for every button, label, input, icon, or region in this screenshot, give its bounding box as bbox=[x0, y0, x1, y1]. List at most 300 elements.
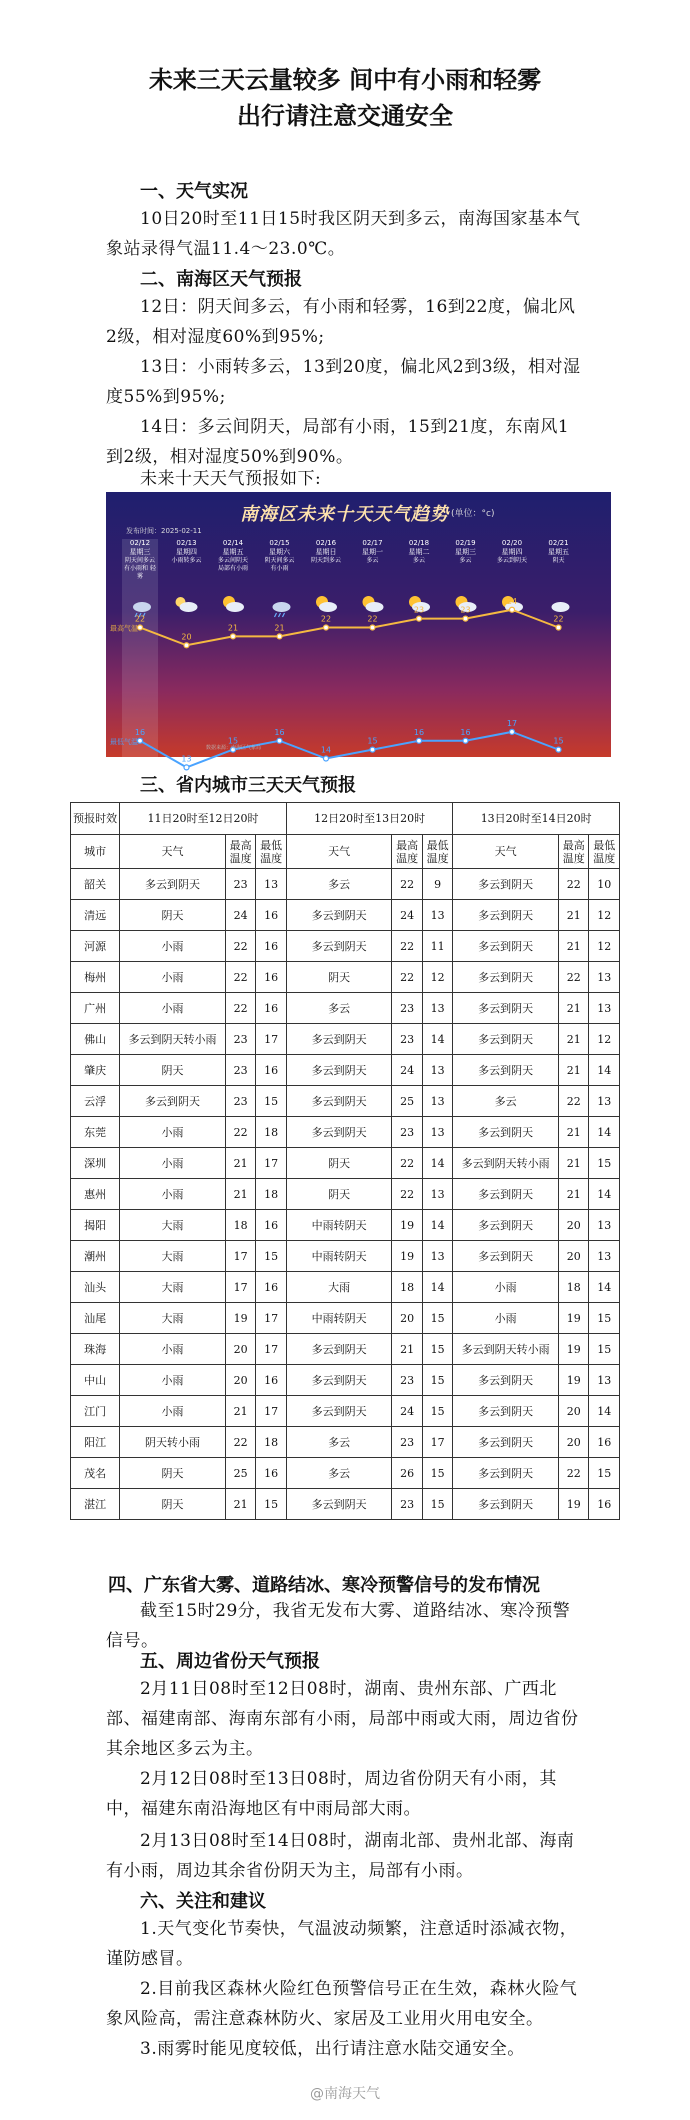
cell-tmin-3: 14 bbox=[589, 1272, 620, 1303]
table-row bbox=[71, 1489, 620, 1520]
cell-tmax-3: 21 bbox=[558, 993, 589, 1024]
cell-tmin-3: 13 bbox=[589, 1241, 620, 1272]
cell-tmin-1: 16 bbox=[256, 931, 287, 962]
cell-weather-3: 多云到阴天 bbox=[453, 1024, 559, 1055]
cell-weather-1: 大雨 bbox=[120, 1303, 226, 1334]
sun-cloud-icon bbox=[363, 596, 384, 612]
cell-tmin-1: 17 bbox=[256, 1303, 287, 1334]
cell-weather-1: 小雨 bbox=[120, 962, 226, 993]
cell-weather-2: 多云到阴天 bbox=[286, 1334, 392, 1365]
cell-tmax-1: 25 bbox=[225, 1458, 256, 1489]
cell-tmax-2: 18 bbox=[392, 1272, 423, 1303]
table-header-period-row bbox=[71, 803, 620, 835]
day-weekday: 星期五 bbox=[548, 548, 569, 556]
cell-tmax-2: 20 bbox=[392, 1303, 423, 1334]
cell-city: 汕头 bbox=[71, 1272, 120, 1303]
weibo-watermark: @南海天气 bbox=[310, 2086, 380, 2102]
cell-tmin-2: 15 bbox=[422, 1458, 453, 1489]
cell-tmax-1: 20 bbox=[225, 1334, 256, 1365]
cell-tmin-1: 16 bbox=[256, 1458, 287, 1489]
cell-tmax-2: 22 bbox=[392, 962, 423, 993]
cell-tmax-2: 22 bbox=[392, 1179, 423, 1210]
day-date: 02/18 bbox=[408, 539, 430, 547]
table-row bbox=[71, 1272, 620, 1303]
cell-weather-1: 小雨 bbox=[120, 1334, 226, 1365]
cell-tmax-1: 17 bbox=[225, 1272, 256, 1303]
warnings-paragraph: 截至15时29分，我省无发布大雾、道路结冰、寒冷预警信号。 bbox=[106, 1601, 571, 1651]
cell-tmax-2: 22 bbox=[392, 931, 423, 962]
cell-city: 广州 bbox=[71, 993, 120, 1024]
cell-tmax-2: 23 bbox=[392, 993, 423, 1024]
cell-weather-2: 多云到阴天 bbox=[286, 1086, 392, 1117]
sun-cloud-icon bbox=[223, 596, 244, 612]
cell-city: 佛山 bbox=[71, 1024, 120, 1055]
cell-tmin-2: 15 bbox=[422, 1396, 453, 1427]
cell-weather-3: 多云到阴天 bbox=[453, 1210, 559, 1241]
cell-tmin-3: 13 bbox=[589, 1210, 620, 1241]
data-label: 20 bbox=[181, 632, 192, 642]
day-weekday: 星期四 bbox=[176, 548, 197, 556]
day-weather: 多云间阴天 局部有小雨 bbox=[217, 557, 248, 572]
day-weekday: 星期六 bbox=[269, 548, 290, 556]
cell-tmax-2: 23 bbox=[392, 1024, 423, 1055]
cell-tmin-3: 13 bbox=[589, 993, 620, 1024]
day-date: 02/19 bbox=[455, 539, 476, 547]
cell-city: 湛江 bbox=[71, 1489, 120, 1520]
table-row bbox=[71, 993, 620, 1024]
cell-tmin-2: 13 bbox=[422, 1241, 453, 1272]
cell-tmax-2: 23 bbox=[392, 1427, 423, 1458]
cloud-rain-icon bbox=[273, 602, 291, 617]
infographic-unit: (单位：°c) bbox=[451, 509, 495, 519]
cell-tmax-3: 19 bbox=[558, 1303, 589, 1334]
cell-tmax-3: 19 bbox=[558, 1365, 589, 1396]
header-tmax-2: 最高温度 bbox=[392, 835, 423, 869]
header-city: 城市 bbox=[71, 835, 120, 869]
day-date: 02/12 bbox=[129, 539, 151, 547]
cell-weather-2: 多云到阴天 bbox=[286, 1365, 392, 1396]
forecast-day12: 12日：阴天间多云，有小雨和轻雾，16到22度，偏北风2级，相对湿度60%到95%; bbox=[106, 297, 576, 347]
cell-weather-3: 多云到阴天 bbox=[453, 1489, 559, 1520]
cell-tmax-1: 22 bbox=[225, 962, 256, 993]
data-point bbox=[184, 765, 189, 770]
table-row bbox=[71, 1365, 620, 1396]
data-point bbox=[138, 625, 143, 630]
cell-tmax-1: 22 bbox=[225, 1427, 256, 1458]
cell-weather-2: 阴天 bbox=[286, 1179, 392, 1210]
cell-city: 清远 bbox=[71, 900, 120, 931]
cell-tmin-3: 15 bbox=[589, 1334, 620, 1365]
cell-weather-1: 阴天转小雨 bbox=[120, 1427, 226, 1458]
data-label: 13 bbox=[181, 754, 192, 764]
cell-weather-3: 多云到阴天 bbox=[453, 1365, 559, 1396]
cell-tmin-2: 14 bbox=[422, 1148, 453, 1179]
cell-tmax-2: 21 bbox=[392, 1334, 423, 1365]
cell-tmax-3: 21 bbox=[558, 1024, 589, 1055]
cell-weather-1: 小雨 bbox=[120, 931, 226, 962]
forecast-day13: 13日：小雨转多云，13到20度，偏北风2到3级，相对湿度55%到95%; bbox=[106, 357, 581, 407]
cell-tmin-1: 18 bbox=[256, 1117, 287, 1148]
cell-tmax-2: 19 bbox=[392, 1241, 423, 1272]
table-row bbox=[71, 931, 620, 962]
cell-tmin-3: 14 bbox=[589, 1055, 620, 1086]
data-label: 22 bbox=[367, 614, 378, 624]
cell-tmax-3: 19 bbox=[558, 1489, 589, 1520]
data-label: 15 bbox=[553, 736, 564, 746]
advice-3: 3.雨雾时能见度较低，出行请注意水陆交通安全。 bbox=[140, 2039, 525, 2059]
data-point bbox=[417, 616, 422, 621]
table-row bbox=[71, 1024, 620, 1055]
data-label: 16 bbox=[413, 727, 425, 737]
cell-weather-1: 小雨 bbox=[120, 1117, 226, 1148]
cell-tmin-2: 14 bbox=[422, 1272, 453, 1303]
cell-tmax-3: 20 bbox=[558, 1427, 589, 1458]
ten-day-trend-infographic bbox=[106, 492, 611, 764]
cell-city: 梅州 bbox=[71, 962, 120, 993]
cell-tmin-3: 14 bbox=[589, 1117, 620, 1148]
cell-weather-1: 小雨 bbox=[120, 1148, 226, 1179]
cell-tmax-2: 23 bbox=[392, 1489, 423, 1520]
cell-weather-2: 多云到阴天 bbox=[286, 1024, 392, 1055]
neighbor-forecast-3: 2月13日08时至14日08时，湖南北部、贵州北部、海南有小雨，周边其余省份阴天为主，局部有小雨。 bbox=[106, 1831, 575, 1881]
data-point bbox=[370, 747, 375, 752]
cell-city: 江门 bbox=[71, 1396, 120, 1427]
day-date: 02/20 bbox=[501, 539, 523, 547]
data-point bbox=[184, 643, 189, 648]
table-row bbox=[71, 1241, 620, 1272]
table-row bbox=[71, 1303, 620, 1334]
cell-tmax-2: 24 bbox=[392, 1396, 423, 1427]
cell-tmin-2: 13 bbox=[422, 1117, 453, 1148]
cell-tmin-3: 13 bbox=[589, 962, 620, 993]
cell-tmin-1: 16 bbox=[256, 1272, 287, 1303]
cell-weather-1: 小雨 bbox=[120, 1365, 226, 1396]
cell-weather-2: 多云到阴天 bbox=[286, 1117, 392, 1148]
data-label: 22 bbox=[134, 614, 146, 624]
cell-tmin-2: 15 bbox=[422, 1303, 453, 1334]
day-weekday: 星期一 bbox=[362, 548, 383, 556]
section-heading-district-forecast: 二、南海区天气预报 bbox=[140, 269, 302, 290]
data-point bbox=[277, 738, 282, 743]
cell-weather-3: 多云到阴天 bbox=[453, 931, 559, 962]
cell-tmax-3: 20 bbox=[558, 1210, 589, 1241]
moon-cloud-icon bbox=[176, 597, 198, 612]
cell-tmax-3: 21 bbox=[558, 1179, 589, 1210]
cell-weather-3: 多云到阴天 bbox=[453, 1179, 559, 1210]
table-row bbox=[71, 1179, 620, 1210]
day-weather: 多云到阴天 bbox=[496, 557, 527, 564]
data-label: 21 bbox=[274, 623, 285, 633]
cell-tmin-3: 15 bbox=[589, 1303, 620, 1334]
cell-tmin-3: 12 bbox=[589, 931, 620, 962]
header-period-2: 12日20时至13日20时 bbox=[286, 803, 453, 835]
header-tmin-1: 最低温度 bbox=[256, 835, 287, 869]
cell-tmax-1: 23 bbox=[225, 1024, 256, 1055]
cell-weather-1: 阴天 bbox=[120, 1458, 226, 1489]
cell-tmin-1: 16 bbox=[256, 900, 287, 931]
cell-tmax-2: 22 bbox=[392, 869, 423, 900]
cell-tmin-2: 13 bbox=[422, 1179, 453, 1210]
cell-weather-2: 多云到阴天 bbox=[286, 1396, 392, 1427]
cell-tmax-2: 24 bbox=[392, 1055, 423, 1086]
cell-tmax-3: 21 bbox=[558, 1055, 589, 1086]
cell-tmax-3: 21 bbox=[558, 900, 589, 931]
data-point bbox=[417, 738, 422, 743]
cell-weather-2: 中雨转阴天 bbox=[286, 1210, 392, 1241]
data-point bbox=[324, 756, 329, 761]
cell-weather-3: 多云到阴天 bbox=[453, 1396, 559, 1427]
cell-tmin-1: 16 bbox=[256, 1055, 287, 1086]
cell-tmin-3: 15 bbox=[589, 1148, 620, 1179]
data-label: 15 bbox=[367, 736, 378, 746]
data-point bbox=[231, 634, 236, 639]
cell-tmin-2: 14 bbox=[422, 1210, 453, 1241]
cell-tmax-3: 22 bbox=[558, 1458, 589, 1489]
day-weather: 阴天间多云 有小雨和 轻雾 bbox=[124, 557, 156, 580]
cell-tmin-1: 15 bbox=[256, 1241, 287, 1272]
cell-tmax-1: 21 bbox=[225, 1179, 256, 1210]
table-row bbox=[71, 1334, 620, 1365]
cell-weather-3: 多云到阴天 bbox=[453, 1458, 559, 1489]
cell-weather-1: 多云到阴天转小雨 bbox=[120, 1024, 226, 1055]
data-point bbox=[277, 634, 282, 639]
cell-weather-3: 多云到阴天 bbox=[453, 869, 559, 900]
cell-tmax-3: 18 bbox=[558, 1272, 589, 1303]
day-weekday: 星期三 bbox=[455, 548, 476, 556]
series-label: 最高气温 bbox=[110, 624, 138, 633]
cell-tmin-3: 15 bbox=[589, 1458, 620, 1489]
cell-tmin-2: 13 bbox=[422, 1055, 453, 1086]
data-label: 21 bbox=[227, 623, 239, 633]
cell-weather-2: 阴天 bbox=[286, 1148, 392, 1179]
table-row bbox=[71, 869, 620, 900]
cell-tmin-2: 13 bbox=[422, 900, 453, 931]
cell-weather-3: 多云 bbox=[453, 1086, 559, 1117]
observation-paragraph: 10日20时至11日15时我区阴天到多云，南海国家基本气象站录得气温11.4～23.0℃。 bbox=[106, 209, 581, 259]
title-line-2: 出行请注意交通安全 bbox=[237, 101, 453, 130]
cell-city: 中山 bbox=[71, 1365, 120, 1396]
cell-tmin-3: 13 bbox=[589, 1086, 620, 1117]
cell-tmax-3: 21 bbox=[558, 1117, 589, 1148]
cell-tmax-2: 22 bbox=[392, 1148, 423, 1179]
cell-tmax-2: 26 bbox=[392, 1458, 423, 1489]
cell-tmin-1: 17 bbox=[256, 1396, 287, 1427]
cell-tmin-2: 15 bbox=[422, 1489, 453, 1520]
cell-weather-3: 多云到阴天 bbox=[453, 900, 559, 931]
cell-weather-2: 多云到阴天 bbox=[286, 1489, 392, 1520]
day-weather: 多云 bbox=[366, 557, 379, 564]
header-tmin-3: 最低温度 bbox=[589, 835, 620, 869]
forecast-day14: 14日：多云间阴天，局部有小雨，15到21度，东南风1到2级，相对湿度50%到90%。 bbox=[106, 417, 570, 467]
infographic-title: 南海区未来十天天气趋势 bbox=[240, 504, 449, 525]
cell-tmin-2: 13 bbox=[422, 1086, 453, 1117]
cell-tmin-2: 15 bbox=[422, 1334, 453, 1365]
data-label: 22 bbox=[553, 614, 564, 624]
cell-city: 深圳 bbox=[71, 1148, 120, 1179]
cell-tmax-3: 22 bbox=[558, 962, 589, 993]
header-tmin-2: 最低温度 bbox=[422, 835, 453, 869]
cell-city: 潮州 bbox=[71, 1241, 120, 1272]
cell-city: 河源 bbox=[71, 931, 120, 962]
series-label: 最低气温 bbox=[110, 737, 138, 746]
cell-weather-1: 大雨 bbox=[120, 1210, 226, 1241]
cell-weather-1: 阴天 bbox=[120, 900, 226, 931]
cell-tmax-2: 19 bbox=[392, 1210, 423, 1241]
cell-weather-2: 多云 bbox=[286, 869, 392, 900]
cell-weather-1: 小雨 bbox=[120, 993, 226, 1024]
title-line-1: 未来三天云量较多 间中有小雨和轻雾 bbox=[148, 65, 542, 94]
data-label: 16 bbox=[274, 727, 285, 737]
day-weather: 多云 bbox=[459, 557, 472, 564]
cell-tmax-1: 24 bbox=[225, 900, 256, 931]
header-tmax-1: 最高温度 bbox=[225, 835, 256, 869]
data-point bbox=[463, 616, 468, 621]
series-line-low bbox=[140, 732, 559, 768]
data-label: 24 bbox=[506, 596, 518, 606]
cell-tmax-3: 22 bbox=[558, 1086, 589, 1117]
data-label: 16 bbox=[134, 727, 146, 737]
cell-tmax-3: 19 bbox=[558, 1334, 589, 1365]
cell-tmin-3: 10 bbox=[589, 869, 620, 900]
day-weekday: 星期二 bbox=[408, 548, 430, 556]
data-label: 14 bbox=[320, 745, 332, 755]
cell-tmax-3: 21 bbox=[558, 1148, 589, 1179]
data-point bbox=[556, 747, 561, 752]
table-row bbox=[71, 1427, 620, 1458]
cell-tmin-1: 16 bbox=[256, 1365, 287, 1396]
data-label: 23 bbox=[413, 605, 425, 615]
data-point bbox=[324, 625, 329, 630]
document-title bbox=[0, 62, 690, 134]
cell-weather-1: 多云到阴天 bbox=[120, 869, 226, 900]
cell-weather-1: 大雨 bbox=[120, 1241, 226, 1272]
cell-weather-3: 多云到阴天 bbox=[453, 1427, 559, 1458]
section-heading-warnings: 四、广东省大雾、道路结冰、寒冷预警信号的发布情况 bbox=[108, 1575, 540, 1596]
cell-city: 肇庆 bbox=[71, 1055, 120, 1086]
cell-weather-1: 小雨 bbox=[120, 1179, 226, 1210]
day-date: 02/15 bbox=[269, 539, 290, 547]
day-weather: 阴天间多云 有小雨 bbox=[264, 557, 295, 572]
cell-tmin-1: 18 bbox=[256, 1427, 287, 1458]
day-weather: 阴天到多云 bbox=[310, 557, 341, 564]
table-row bbox=[71, 1086, 620, 1117]
cell-tmax-2: 23 bbox=[392, 1365, 423, 1396]
cell-weather-1: 阴天 bbox=[120, 1489, 226, 1520]
cell-tmin-3: 12 bbox=[589, 1024, 620, 1055]
table-header-column-row bbox=[71, 835, 620, 869]
table-row bbox=[71, 1117, 620, 1148]
cell-tmax-1: 22 bbox=[225, 1117, 256, 1148]
cell-city: 揭阳 bbox=[71, 1210, 120, 1241]
cell-tmax-1: 21 bbox=[225, 1396, 256, 1427]
data-point bbox=[510, 607, 515, 612]
header-weather-1: 天气 bbox=[120, 835, 226, 869]
table-row bbox=[71, 1396, 620, 1427]
cell-weather-2: 多云 bbox=[286, 1458, 392, 1489]
cell-weather-1: 多云到阴天 bbox=[120, 1086, 226, 1117]
trend-chart bbox=[106, 492, 611, 764]
cell-tmin-3: 16 bbox=[589, 1427, 620, 1458]
neighbor-forecast-2: 2月12日08时至13日08时，周边省份阴天有小雨，其中，福建东南沿海地区有中雨局部大雨。 bbox=[106, 1769, 557, 1819]
section-heading-observation: 一、天气实况 bbox=[140, 181, 248, 202]
data-label: 16 bbox=[460, 727, 471, 737]
day-date: 02/13 bbox=[176, 539, 197, 547]
cell-tmax-1: 23 bbox=[225, 1086, 256, 1117]
day-weekday: 星期五 bbox=[222, 548, 244, 556]
header-period-label: 预报时效 bbox=[71, 803, 120, 835]
cell-weather-2: 中雨转阴天 bbox=[286, 1303, 392, 1334]
cell-tmin-2: 9 bbox=[422, 869, 453, 900]
cell-tmin-1: 16 bbox=[256, 1210, 287, 1241]
data-point bbox=[138, 738, 143, 743]
cell-tmin-1: 16 bbox=[256, 993, 287, 1024]
cell-tmin-1: 13 bbox=[256, 869, 287, 900]
header-weather-2: 天气 bbox=[286, 835, 392, 869]
cell-tmin-2: 17 bbox=[422, 1427, 453, 1458]
infographic-issued-date: 发布时间：2025-02-11 bbox=[126, 527, 202, 535]
header-tmax-3: 最高温度 bbox=[558, 835, 589, 869]
neighbor-forecast-1: 2月11日08时至12日08时，湖南、贵州东部、广西北部、福建南部、海南东部有小雨，局部中雨或大雨，周边省份其余地区多云为主。 bbox=[106, 1679, 579, 1759]
cell-tmin-1: 17 bbox=[256, 1024, 287, 1055]
cell-tmin-3: 14 bbox=[589, 1179, 620, 1210]
table-row bbox=[71, 1148, 620, 1179]
cell-weather-2: 中雨转阴天 bbox=[286, 1241, 392, 1272]
day-weekday: 星期日 bbox=[315, 548, 337, 556]
cell-tmax-1: 19 bbox=[225, 1303, 256, 1334]
table-row bbox=[71, 962, 620, 993]
cell-tmin-3: 16 bbox=[589, 1489, 620, 1520]
cell-weather-3: 多云到阴天转小雨 bbox=[453, 1148, 559, 1179]
day-date: 02/21 bbox=[548, 539, 569, 547]
cell-weather-3: 多云到阴天 bbox=[453, 962, 559, 993]
table-row bbox=[71, 1055, 620, 1086]
cell-tmax-1: 22 bbox=[225, 993, 256, 1024]
cell-city: 阳江 bbox=[71, 1427, 120, 1458]
cell-tmax-3: 21 bbox=[558, 931, 589, 962]
cell-tmax-2: 24 bbox=[392, 900, 423, 931]
cloud-icon bbox=[552, 602, 570, 612]
cell-tmax-3: 20 bbox=[558, 1396, 589, 1427]
cell-tmin-1: 18 bbox=[256, 1179, 287, 1210]
sun-cloud-icon bbox=[316, 596, 337, 612]
table-row bbox=[71, 1458, 620, 1489]
cell-weather-1: 阴天 bbox=[120, 1055, 226, 1086]
cell-tmax-1: 20 bbox=[225, 1365, 256, 1396]
data-label: 17 bbox=[506, 718, 518, 728]
cell-tmin-1: 17 bbox=[256, 1148, 287, 1179]
day-weather: 阴天 bbox=[552, 557, 565, 564]
header-period-1: 11日20时至12日20时 bbox=[120, 803, 287, 835]
cell-tmin-2: 12 bbox=[422, 962, 453, 993]
cell-tmin-3: 12 bbox=[589, 900, 620, 931]
cell-city: 茂名 bbox=[71, 1458, 120, 1489]
advice-1: 1.天气变化节奏快，气温波动频繁，注意适时添减衣物，谨防感冒。 bbox=[106, 1919, 578, 1969]
series-line-high bbox=[140, 610, 559, 646]
day-weekday: 星期四 bbox=[501, 548, 523, 556]
cell-city: 珠海 bbox=[71, 1334, 120, 1365]
day-date: 02/14 bbox=[222, 539, 244, 547]
cell-tmax-1: 23 bbox=[225, 1055, 256, 1086]
cell-weather-2: 多云 bbox=[286, 993, 392, 1024]
cell-tmax-1: 21 bbox=[225, 1489, 256, 1520]
cell-weather-2: 大雨 bbox=[286, 1272, 392, 1303]
ten-day-intro: 未来十天天气预报如下: bbox=[140, 469, 322, 489]
cell-tmax-1: 21 bbox=[225, 1148, 256, 1179]
cell-tmin-1: 16 bbox=[256, 962, 287, 993]
cell-tmax-1: 18 bbox=[225, 1210, 256, 1241]
cell-city: 汕尾 bbox=[71, 1303, 120, 1334]
cell-tmin-2: 14 bbox=[422, 1024, 453, 1055]
